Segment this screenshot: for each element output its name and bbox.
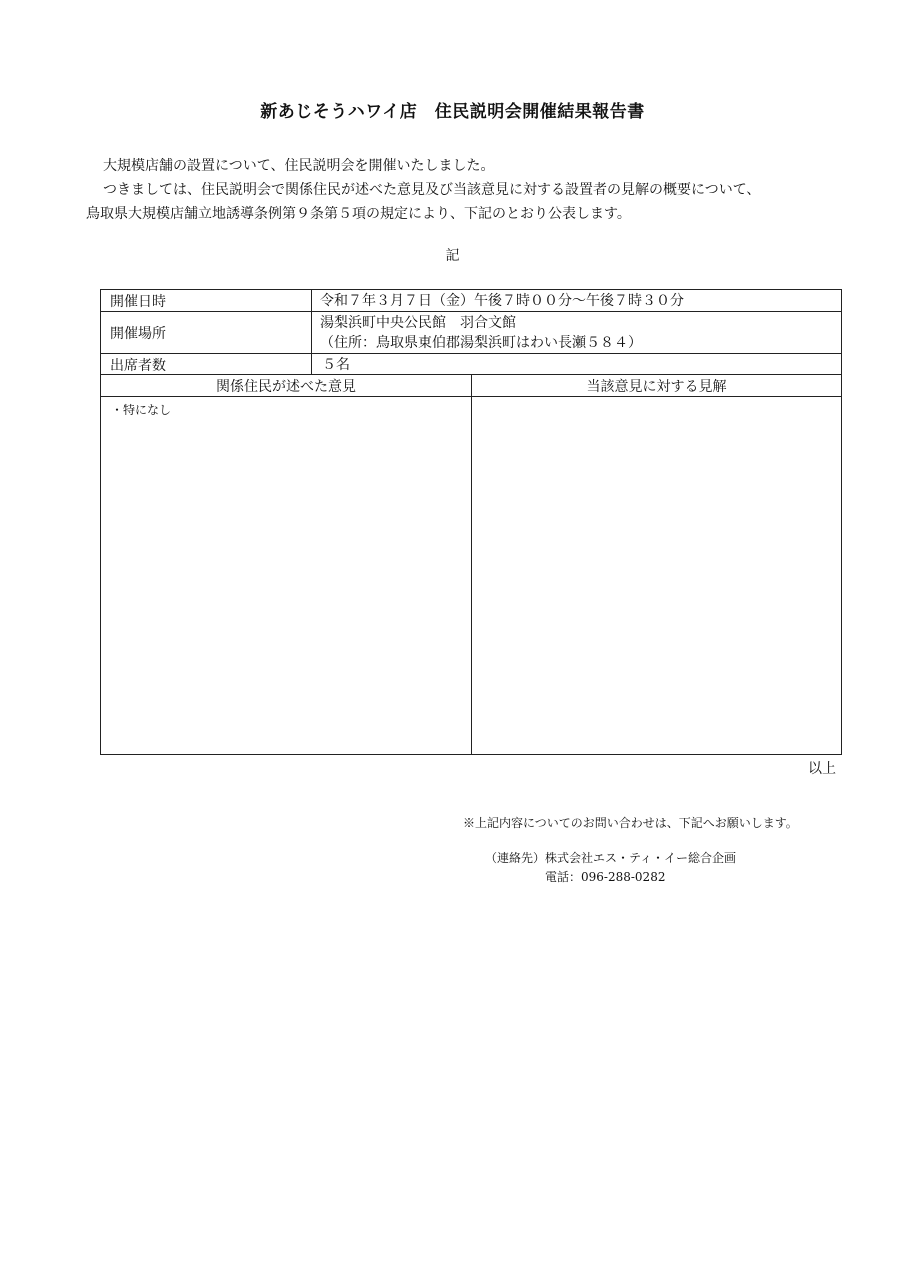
document-title: 新あじそうハワイ店 住民説明会開催結果報告書: [260, 102, 645, 122]
attendees-value: [312, 354, 841, 375]
opinions-content: ・特になし: [101, 397, 472, 754]
date-label: 開催日時: [101, 290, 312, 311]
venue-name: 湯梨浜町中央公民館 羽合文館: [320, 314, 516, 331]
opinion-table: [100, 374, 842, 755]
info-table: [100, 289, 842, 375]
intro-line-1: 大規模店舗の設置について、住民説明会を開催いたしました。: [103, 158, 495, 174]
responses-content: [472, 397, 841, 754]
ki-heading: 記: [445, 248, 460, 264]
date-value-text: 令和７年３月７日（金）午後７時００分～午後７時３０分: [320, 292, 684, 309]
contact-phone: 電話：096-288-0282: [545, 870, 666, 884]
venue-address: （住所：鳥取県東伯郡湯梨浜町はわい長瀬５８４）: [320, 334, 642, 351]
venue-value: [312, 312, 841, 353]
intro-line-2: つきましては、住民説明会で関係住民が述べた意見及び当該意見に対する設置者の見解の概要について、: [103, 182, 761, 198]
opinions-header: 関係住民が述べた意見: [101, 375, 472, 397]
venue-label: 開催場所: [101, 312, 312, 353]
responses-header: 当該意見に対する見解: [472, 375, 841, 397]
venue-row: [101, 312, 841, 354]
attendees-row: [101, 354, 841, 375]
attendees-value-text: ５名: [322, 356, 350, 373]
closing-mark: 以上: [808, 761, 836, 777]
inquiry-note: ※上記内容についてのお問い合わせは、下記へお願いします。: [463, 816, 798, 830]
date-row: [101, 290, 841, 312]
intro-line-3: 鳥取県大規模店舗立地誘導条例第９条第５項の規定により、下記のとおり公表します。: [86, 206, 631, 222]
date-value: [312, 290, 841, 311]
attendees-label: 出席者数: [101, 354, 312, 375]
contact-company: （連絡先）株式会社エス・ティ・イー総合企画: [485, 851, 737, 865]
